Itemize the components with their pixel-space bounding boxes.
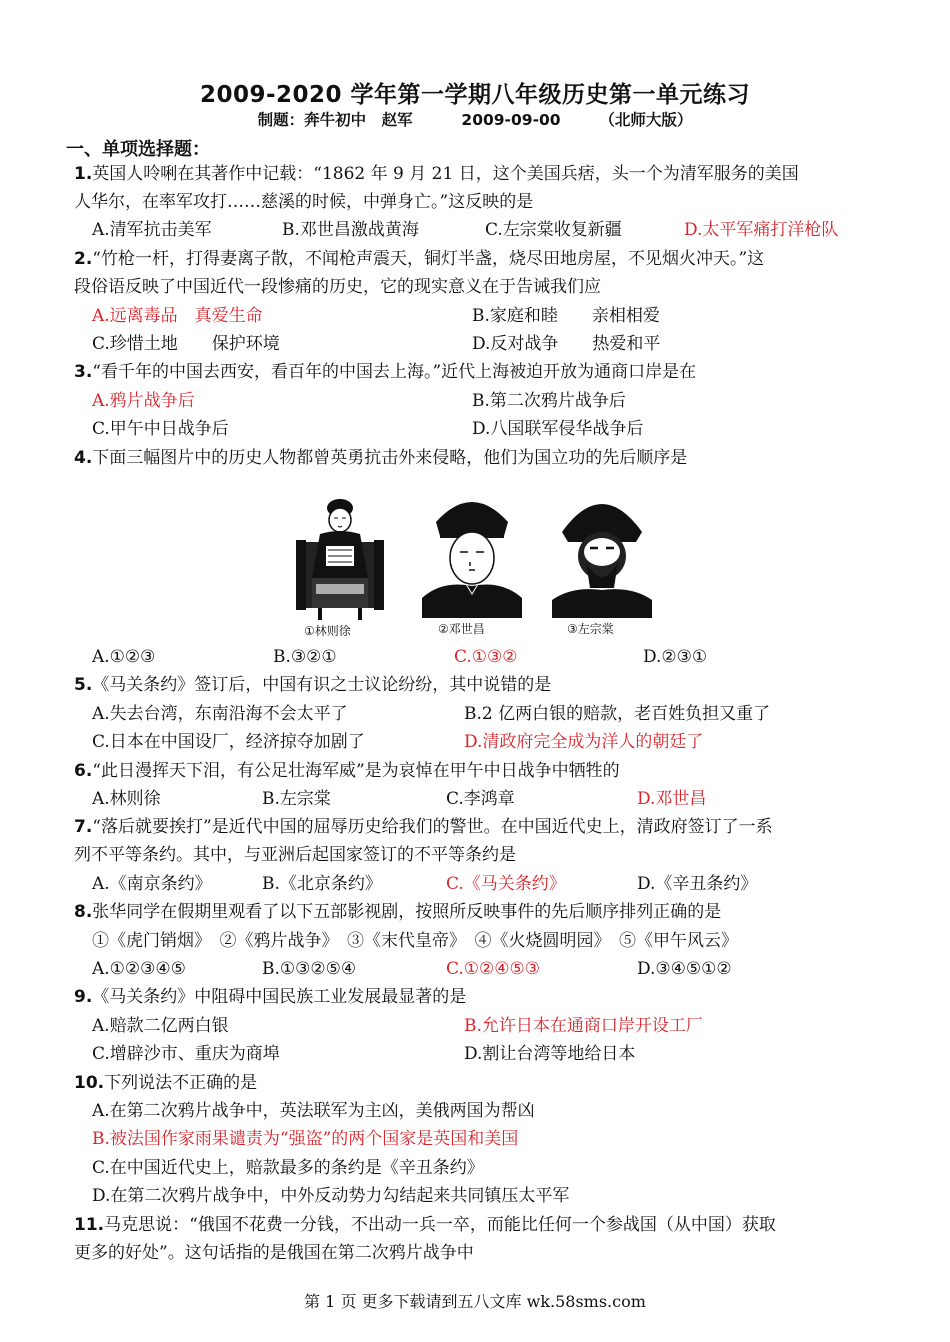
q8-option-b: B.①③②⑤④ (262, 959, 357, 979)
q4-option-c-answer: C.①③② (454, 647, 518, 667)
q8-option-c-answer: C.①②④⑤③ (446, 959, 541, 979)
caption-lin-zexu: ①林则徐 (304, 624, 351, 638)
caption-zuo-zongtang: ③左宗棠 (567, 622, 614, 636)
portrait-figures (290, 488, 650, 638)
portrait-lin-zexu (290, 488, 390, 638)
question-1-line-1: 1.英国人呤唎在其著作中记载：“1862 年 9 月 21 日，这个美国兵痞，头一个为清军服务的美国 (74, 164, 799, 184)
q10-option-d: D.在第二次鸦片战争中，中外反动势力勾结起来共同镇压太平军 (92, 1186, 570, 1206)
q1-option-c: C.左宗棠收复新疆 (485, 220, 622, 240)
q1-option-a: A.清军抗击美军 (92, 220, 212, 240)
q2-option-b: B.家庭和睦 亲相相爱 (472, 306, 660, 326)
q3-option-b: B.第二次鸦片战争后 (472, 391, 626, 411)
portrait-zuo-zongtang (552, 488, 652, 618)
q6-option-b: B.左宗棠 (262, 789, 331, 809)
q10-option-a: A.在第二次鸦片战争中，英法联军为主凶，美俄两国为帮凶 (92, 1101, 535, 1121)
subtitle-date: 2009-09-00 (461, 111, 561, 129)
q6-option-c: C.李鸿章 (446, 789, 515, 809)
q5-option-d-answer: D.清政府完全成为洋人的朝廷了 (464, 732, 704, 752)
question-7-line-2: 列不平等条约。其中，与亚洲后起国家签订的不平等条约是 (74, 845, 516, 865)
q2-option-a-answer: A.远离毒品 真爱生命 (92, 306, 263, 326)
q3-option-a-answer: A.鸦片战争后 (92, 391, 195, 411)
q5-option-a: A.失去台湾，东南沿海不会太平了 (92, 704, 348, 724)
q6-option-a: A.林则徐 (92, 789, 161, 809)
q5-option-c: C.日本在中国设厂，经济掠夺加剧了 (92, 732, 365, 752)
q7-option-a: A.《南京条约》 (92, 874, 212, 894)
question-4-line-1: 4.下面三幅图片中的历史人物都曾英勇抗击外来侵略，他们为国立功的先后顺序是 (74, 448, 688, 468)
question-8-line-1: 8.张华同学在假期里观看了以下五部影视剧，按照所反映事件的先后顺序排列正确的是 (74, 902, 722, 922)
question-6-line-1: 6.“此日漫挥天下泪，有公足壮海军威”是为哀悼在甲午中日战争中牺牲的 (74, 761, 620, 781)
q4-option-d: D.②③① (643, 647, 708, 667)
q8-option-a: A.①②③④⑤ (92, 959, 186, 979)
q10-option-b-answer: B.被法国作家雨果谴责为“强盗”的两个国家是英国和美国 (92, 1129, 519, 1149)
q2-option-c: C.珍惜土地 保护环境 (92, 334, 280, 354)
question-3-line-1: 3.“看千年的中国去西安，看百年的中国去上海。”近代上海被迫开放为通商口岸是在 (74, 362, 697, 382)
question-1-line-2: 人华尔，在率军攻打……慈溪的时候，中弹身亡。”这反映的是 (74, 192, 534, 212)
q4-option-b: B.③②① (273, 647, 337, 667)
section-title: 一、单项选择题： (66, 139, 210, 160)
q9-option-c: C.增辟沙市、重庆为商埠 (92, 1044, 280, 1064)
question-11-line-2: 更多的好处”。这句话指的是俄国在第二次鸦片战争中 (74, 1243, 474, 1263)
question-10-line-1: 10.下列说法不正确的是 (74, 1073, 258, 1093)
q6-option-d-answer: D.邓世昌 (637, 789, 707, 809)
subtitle-edition: （北师大版） (599, 111, 693, 129)
q1-option-d-answer: D.太平军痛打洋枪队 (684, 220, 839, 240)
q9-option-d: D.割让台湾等地给日本 (464, 1044, 636, 1064)
page-title: 2009-2020 学年第一学期八年级历史第一单元练习 (199, 82, 751, 108)
q9-option-b-answer: B.允许日本在通商口岸开设工厂 (464, 1016, 703, 1036)
question-2-line-2: 段俗语反映了中国近代一段惨痛的历史，它的现实意义在于告诫我们应 (74, 277, 601, 297)
q7-option-c-answer: C.《马关条约》 (446, 874, 566, 894)
question-number: 1. (74, 164, 93, 184)
q9-option-a: A.赔款二亿两白银 (92, 1016, 229, 1036)
question-9-line-1: 9.《马关条约》中阻碍中国民族工业发展最显著的是 (74, 987, 467, 1007)
portrait-deng-shichang (422, 488, 522, 618)
q5-option-b: B.2 亿两白银的赔款，老百姓负担又重了 (464, 704, 771, 724)
q1-option-b: B.邓世昌激战黄海 (282, 220, 419, 240)
q3-option-c: C.甲午中日战争后 (92, 419, 229, 439)
page-subtitle (0, 108, 950, 130)
q8-option-d: D.③④⑤①② (637, 959, 732, 979)
caption-deng-shichang: ②邓世昌 (438, 622, 485, 636)
question-11-line-1: 11.马克思说：“俄国不花费一分钱，不出动一兵一卒，而能比任何一个参战国（从中国）获取 (74, 1215, 776, 1235)
q7-option-b: B.《北京条约》 (262, 874, 382, 894)
q7-option-d: D.《辛丑条约》 (637, 874, 758, 894)
subtitle-author: 制题：奔牛初中 赵军 (257, 111, 413, 129)
q2-option-d: D.反对战争 热爱和平 (472, 334, 661, 354)
q10-option-c: C.在中国近代史上，赔款最多的条约是《辛丑条约》 (92, 1158, 484, 1178)
question-8-line-2: ①《虎门销烟》 ②《鸦片战争》 ③《末代皇帝》 ④《火烧圆明园》 ⑤《甲午风云》 (92, 931, 738, 951)
q4-option-a: A.①②③ (92, 647, 156, 667)
question-2-line-1: 2.“竹枪一杆，打得妻离子散，不闻枪声震天，铜灯半盏，烧尽田地房屋，不见烟火冲天。”这 (74, 249, 765, 269)
question-5-line-1: 5.《马关条约》签订后，中国有识之士议论纷纷，其中说错的是 (74, 675, 552, 695)
page-footer: 第 1 页 更多下载请到五八文库 wk.58sms.com (304, 1292, 646, 1311)
question-7-line-1: 7.“落后就要挨打”是近代中国的屈辱历史给我们的警世。在中国近代史上，清政府签订了一系 (74, 817, 773, 837)
q3-option-d: D.八国联军侵华战争后 (472, 419, 644, 439)
